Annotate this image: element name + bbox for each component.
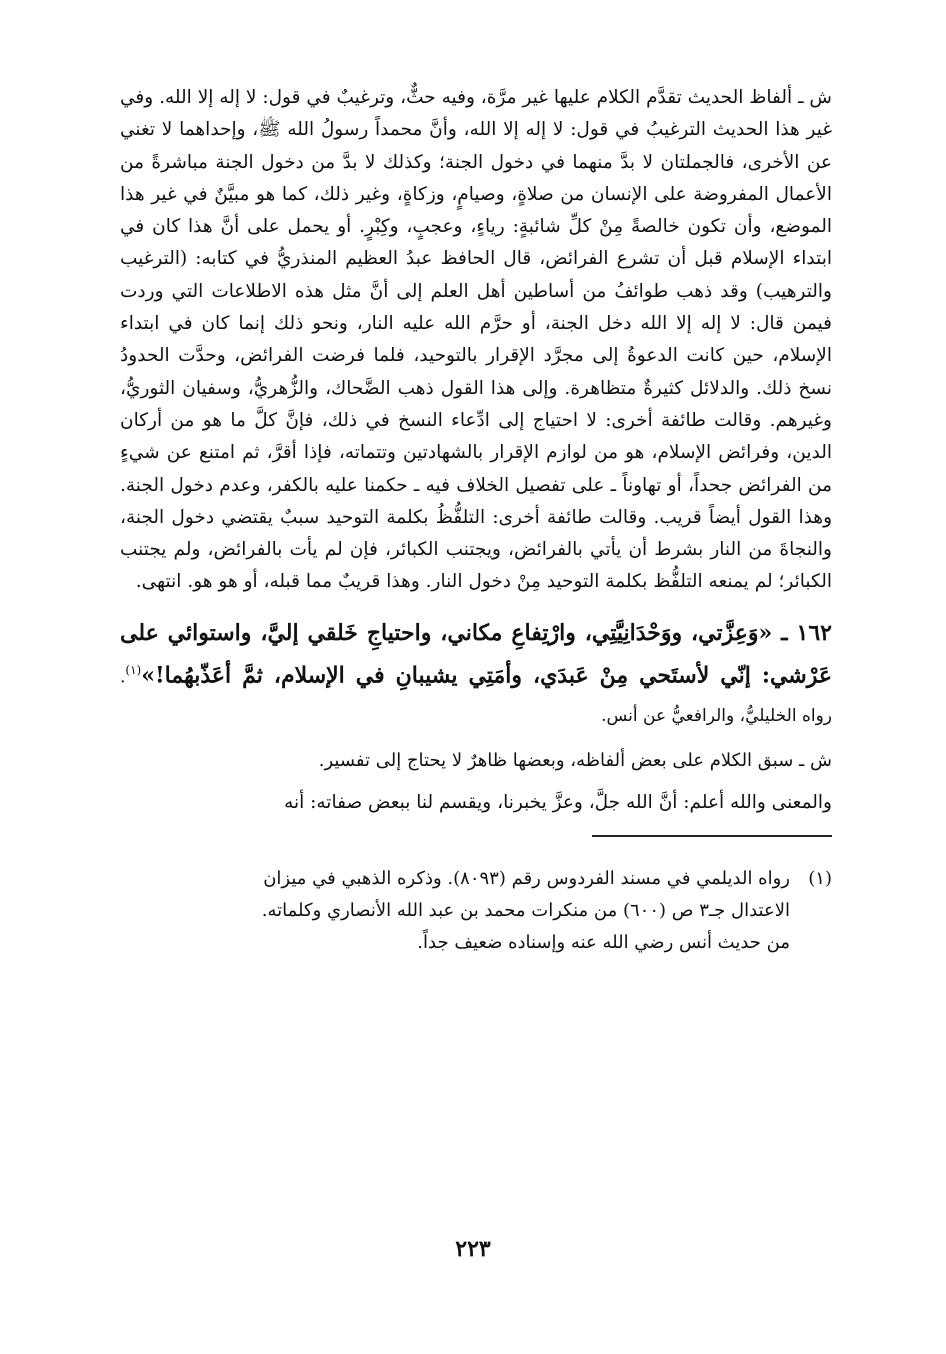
commentary-meaning: والمعنى والله أعلم: أنَّ الله جلَّ، وعزَّ يخبرنا، ويقسم لنا ببعض صفاته: أنه — [284, 792, 832, 814]
footnote-number: (١) — [808, 868, 832, 890]
hadith-162 — [120, 615, 832, 735]
page-content — [120, 82, 832, 959]
footnote-line: الاعتدال جـ٣ ص (٦٠٠) من منكرات محمد بن عبد الله الأنصاري وكلماته. — [261, 900, 790, 922]
hadith-source: . رواه الخليليُّ، والرافعيُّ عن أنس. — [120, 667, 832, 727]
footnote-divider — [592, 835, 832, 837]
footnote-text — [120, 863, 790, 959]
footnote-line: رواه الديلمي في مسند الفردوس رقم (٨٠٩٣). وذكره الذهبي في ميزان — [263, 868, 790, 890]
page-number: ٢٢٣ — [455, 1236, 491, 1262]
hadith-text: ١٦٢ ـ «وَعِزَّتي، ووَحْدَانِيَّتِي، وارْتِفاعِ مكاني، واحتياجِ خَلقي إليَّ، واستوائي على عَرْشي: إنّي لأستَحي مِنْ عَبدَي، وأمَتِي يشيبانِ في الإسلام، ثمَّ أعَذّبهُما!» — [120, 619, 832, 689]
commentary-paragraph: ش ـ ألفاظ الحديث تقدَّم الكلام عليها غير مرَّة، وفيه حثٌّ، وترغيبٌ في قول: لا إله إلا الله. وفي غير هذا الحديث الترغيبُ في قول: لا إله إلا الله، وأنَّ محمداً رسولُ الله ﷺ، وإحداهما لا تغني عن الأخرى، فالجملتان لا بدَّ منهما في دخول الجنة؛ وكذلك لا بدَّ من دخول الجنة مباشرةً من الأعمال المفروضة على الإنسان من صلاةٍ، وصيامٍ، وزكاةٍ، وغير ذلك، كما هو مبيَّنٌ في غير هذا الموضع، وأن تكون خالصةً مِنْ كلِّ شائبةٍ: رياءٍ، وعجبٍ، وكِبْرٍ. أو يحمل على أنَّ هذا كان في ابتداء الإسلام قبل أن تشرع الفرائض، قال الحافظ عبدُ العظيم المنذريُّ في كتابه: (الترغيب والترهيب) وقد ذهب طوائفُ من أساطين أهل العلم إلى أنَّ مثل هذه الاطلاعات التي وردت فيمن قال: لا إله إلا الله دخل الجنة، أو حرَّم الله عليه النار، ونحو ذلك إنما كان في ابتداء الإسلام، حين كانت الدعوةُ إلى مجرَّد الإقرار بالتوحيد، فلما فرضت الفرائض، وحدَّت الحدودُ نسخ ذلك. والدلائل كثيرةٌ متظاهرة. وإلى هذا القول ذهب الضَّحاك، والزُّهريُّ، وسفيان الثوريُّ، وغيرهم. وقالت طائفة أخرى: لا احتياج إلى ادِّعاء النسخ في ذلك، فإنَّ كلَّ ما هو من أركان الدين، وفرائض الإسلام، هو من لوازم الإقرار بالشهادتين وتتماته، فإذا أقرَّ، ثم امتنع عن شيءٍ من الفرائض جحداً، أو تهاوناً ـ على تفصيل الخلاف فيه ـ حكمنا عليه بالكفر، وعدم دخول الجنة. وهذا القول أيضاً قريب. وقالت طائفة أخرى: التلفُّظُ بكلمة التوحيد سببٌ يقتضي دخول الجنة، والنجاةَ من النار بشرط أن يأتي بالفرائض، ويجتنب الكبائر، فإن لم يأت بالفرائض، ولم يجتنب الكبائر؛ لم يمنعه التلفُّظ بكلمة التوحيد مِنْ دخول النار. وهذا قريبٌ مما قبله، أو هو هو. انتهى. — [120, 87, 832, 593]
footnote-line: من حديث أنس رضي الله عنه وإسناده ضعيف جداً. — [417, 932, 790, 954]
footnote — [120, 863, 832, 959]
footnote-reference[interactable]: (١) — [125, 662, 142, 677]
commentary-short: ش ـ سبق الكلام على بعض ألفاظه، وبعضها ظاهرٌ لا يحتاج إلى تفسير. — [318, 750, 832, 772]
